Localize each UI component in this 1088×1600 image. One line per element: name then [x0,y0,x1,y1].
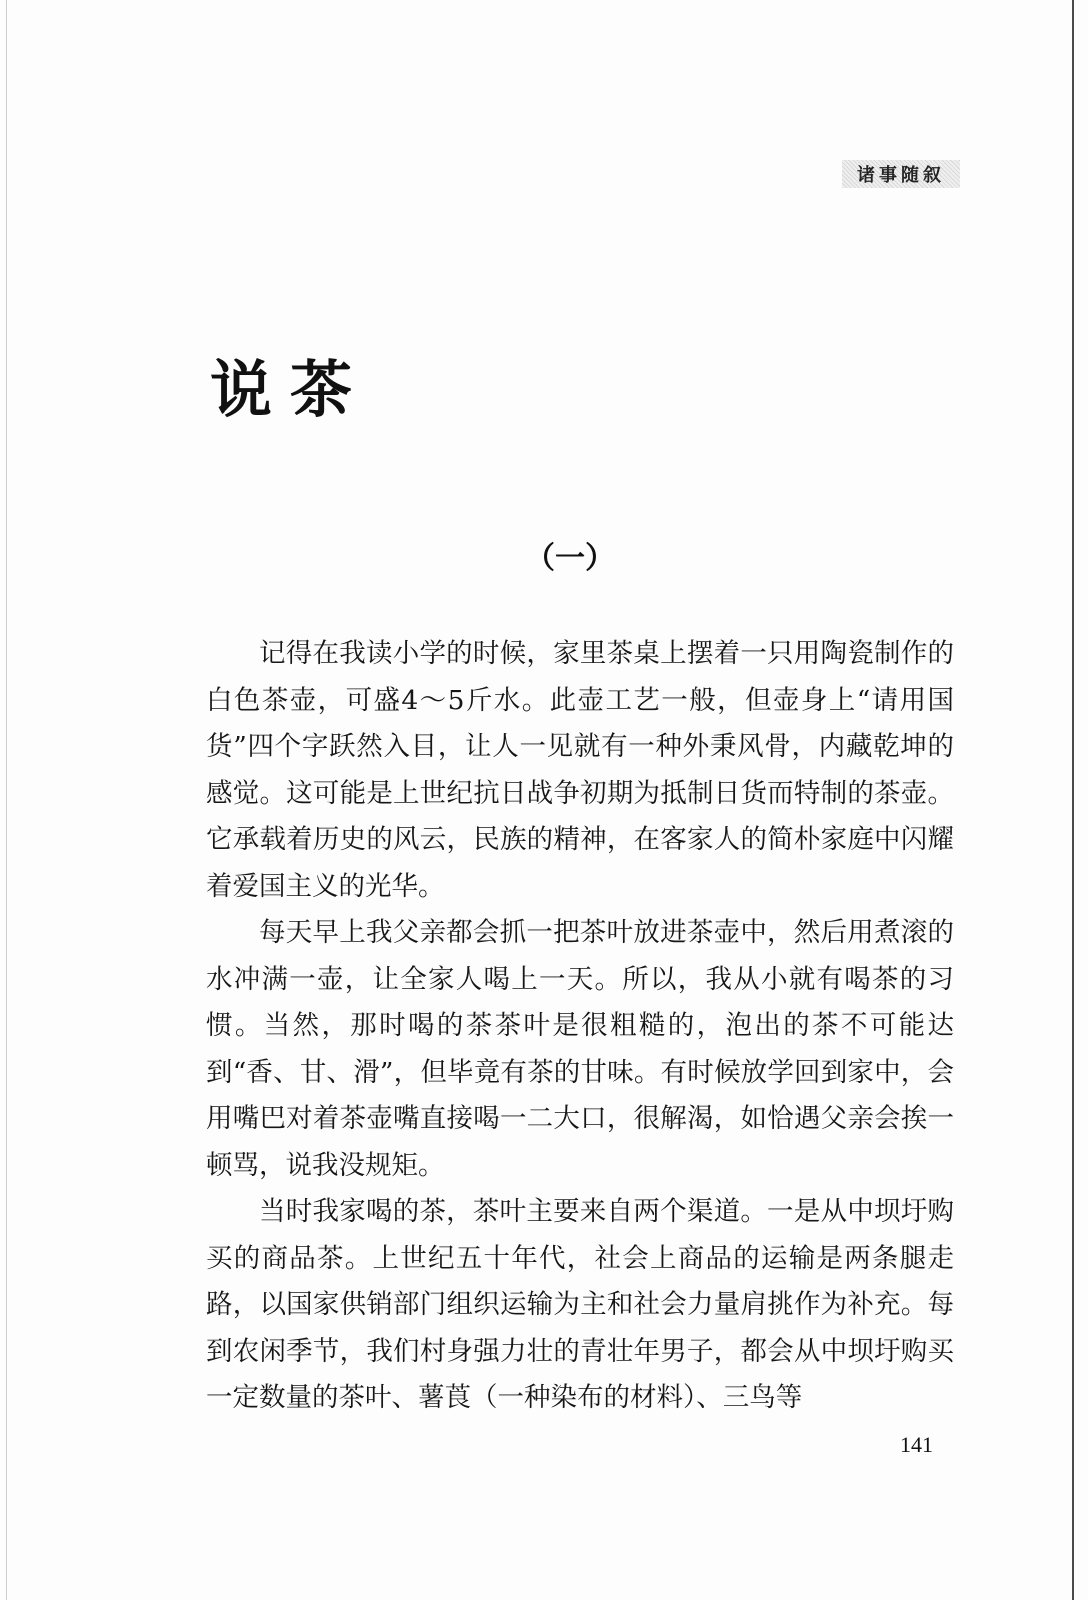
paragraph: 每天早上我父亲都会抓一把茶叶放进茶壶中，然后用煮滚的水冲满一壶，让全家人喝上一天。所以，我从小就有喝茶的习惯。当然，那时喝的茶茶叶是很粗糙的，泡出的茶不可能达到“香、甘、滑”，但毕竟有茶的甘味。有时候放学回到家中，会用嘴巴对着茶壶嘴直接喝一二大口，很解渴，如恰遇父亲会挨一顿骂，说我没规矩。 [206,917,954,1181]
paragraph: 当时我家喝的茶，茶叶主要来自两个渠道。一是从中坝圩购买的商品茶。上世纪五十年代，社会上商品的运输是两条腿走路，以国家供销部门组织运输为主和社会力量肩挑作为补充。每到农闲季节，我们村身强力壮的青壮年男子，都会从中坝圩购买一定数量的茶叶、薯莨（一种染布的材料）、三鸟等 [206,1196,954,1413]
page-number: 141 [900,1432,933,1457]
paragraph: 记得在我读小学的时候，家里茶桌上摆着一只用陶瓷制作的白色茶壶，可盛4～5斤水。此壶工艺一般，但壶身上“请用国货”四个字跃然入目，让人一见就有一种外秉风骨，内藏乾坤的感觉。这可能是上世纪抗日战争初期为抵制日货而特制的茶壶。它承载着历史的风云，民族的精神，在客家人的简朴家庭中闪耀着爱国主义的光华。 [206,638,954,902]
scan-edge-right [1072,0,1074,1600]
running-head: 诸事随叙 [842,160,960,188]
chapter-title: 说茶 [210,353,371,426]
body-text [206,631,954,1422]
section-heading: （一） [525,541,615,576]
scan-edge-left [6,0,7,1600]
